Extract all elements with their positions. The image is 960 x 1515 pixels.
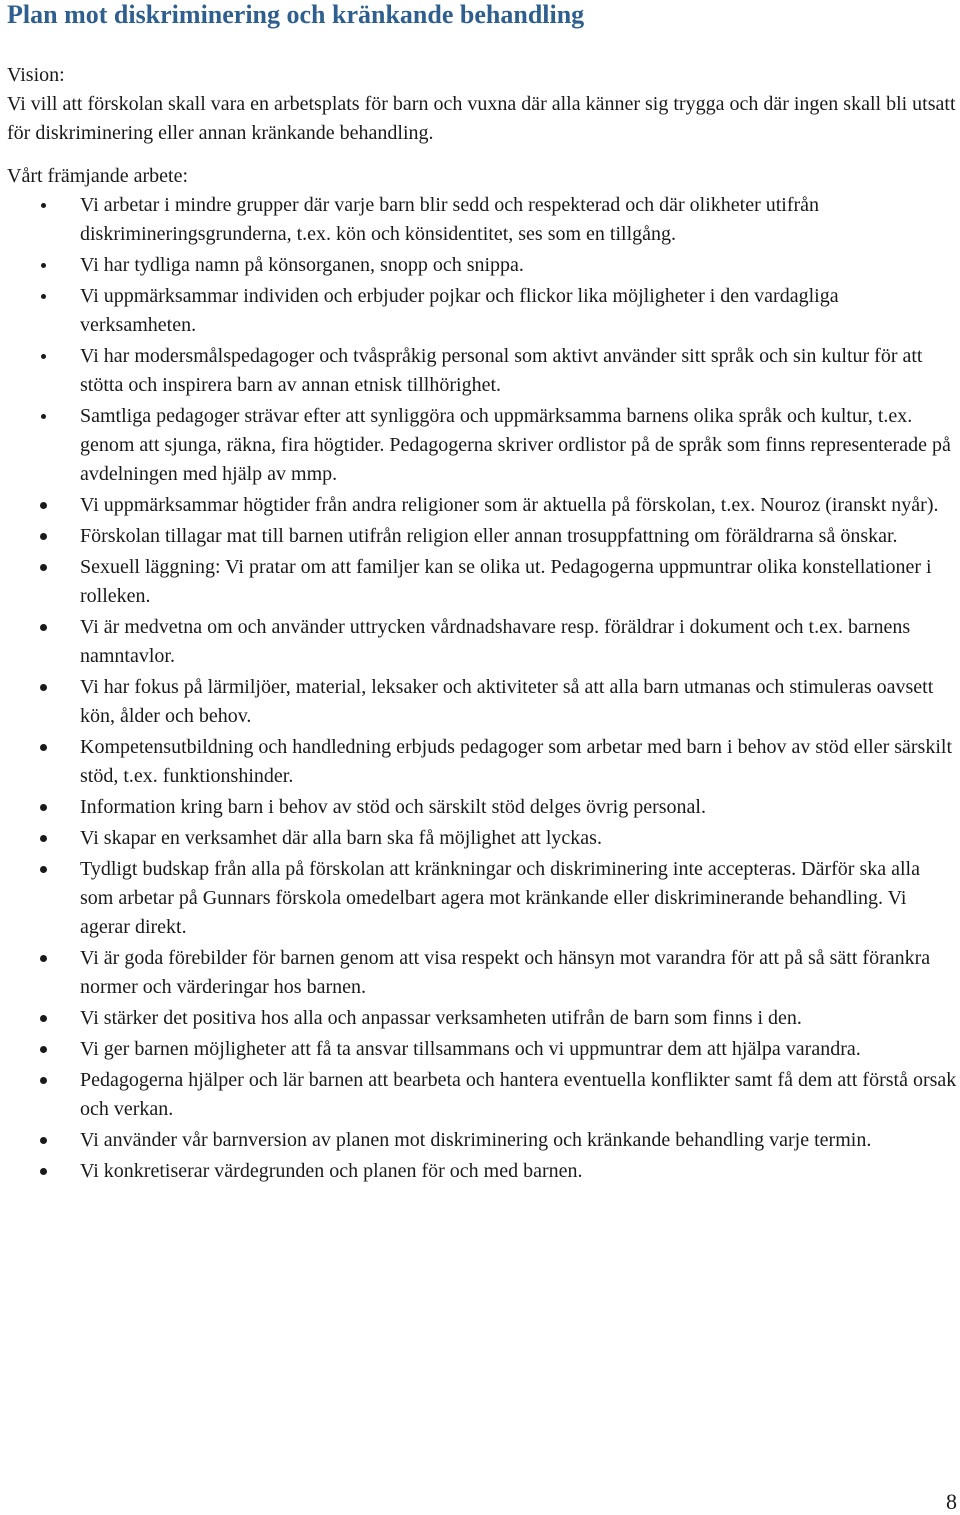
list-item — [7, 944, 957, 1002]
bullet-icon — [41, 294, 46, 299]
list-item-text: Vi har tydliga namn på könsorganen, snopp och snippa. — [80, 254, 524, 276]
list-item-text: Kompetensutbildning och handledning erbjuds pedagoger som arbetar med barn i behov av stöd eller särskilt stöd, t.ex. funktionshinder. — [80, 736, 953, 787]
list-item — [7, 491, 957, 520]
list-item-text: Tydligt budskap från alla på förskolan att kränkningar och diskriminering inte accepteras. Därför ska alla som arbetar på Gunnars förskola omedelbart agera mot kränkande eller diskriminerande behandling. Vi agerar direkt. — [80, 858, 920, 938]
list-item-text: Vi stärker det positiva hos alla och anpassar verksamheten utifrån de barn som finns i den. — [80, 1007, 802, 1029]
bullet-icon — [40, 1168, 47, 1175]
list-item-text: Pedagogerna hjälper och lär barnen att bearbeta och hantera eventuella konflikter samt få dem att förstå orsak och verkan. — [80, 1069, 957, 1120]
page-number: 8 — [946, 1489, 957, 1514]
list-item-text: Vi uppmärksammar högtider från andra religioner som är aktuella på förskolan, t.ex. Nouroz (iranskt nyår). — [80, 494, 939, 516]
promotion-label: Vårt främjande arbete: — [7, 165, 189, 187]
list-item-text: Vi ger barnen möjligheter att få ta ansvar tillsammans och vi uppmuntrar dem att hjälpa varandra. — [80, 1038, 861, 1060]
list-item — [7, 1035, 957, 1064]
bullet-icon — [41, 354, 46, 359]
bullet-icon — [40, 624, 47, 631]
bullet-icon — [41, 203, 46, 208]
bullet-icon — [40, 804, 47, 811]
list-item — [7, 733, 957, 791]
bullet-icon — [40, 533, 47, 540]
bullet-icon — [40, 1077, 47, 1084]
list-item — [7, 673, 957, 731]
list-item-text: Vi skapar en verksamhet där alla barn ska få möjlighet att lyckas. — [80, 827, 602, 849]
list-item — [7, 793, 957, 822]
promotion-list — [7, 191, 957, 1186]
bullet-icon — [40, 955, 47, 962]
list-item-text: Vi använder vår barnversion av planen mot diskriminering och kränkande behandling varje termin. — [80, 1129, 872, 1151]
bullet-icon — [40, 1046, 47, 1053]
bullet-icon — [40, 744, 47, 751]
bullet-icon — [40, 564, 47, 571]
list-item-text: Information kring barn i behov av stöd och särskilt stöd delges övrig personal. — [80, 796, 706, 818]
bullet-icon — [40, 684, 47, 691]
list-item-text: Förskolan tillagar mat till barnen utifrån religion eller annan trosuppfattning om föräldrarna så önskar. — [80, 525, 898, 547]
list-item — [7, 1126, 957, 1155]
bullet-icon — [40, 1137, 47, 1144]
bullet-icon — [40, 835, 47, 842]
list-item-text: Vi konkretiserar värdegrunden och planen för och med barnen. — [80, 1160, 583, 1182]
list-item — [7, 342, 957, 400]
document-page — [7, 0, 957, 1188]
list-item — [7, 553, 957, 611]
bullet-icon — [40, 866, 47, 873]
list-item-text: Samtliga pedagoger strävar efter att synliggöra och uppmärksamma barnens olika språk och kultur, t.ex. genom att sjunga, räkna, fira högtider. Pedagogerna skriver ordlistor på de språk som finns representerade på avdelningen med hjälp av mmp. — [80, 405, 951, 485]
bullet-icon — [41, 414, 46, 419]
list-item-text: Vi arbetar i mindre grupper där varje barn blir sedd och respekterad och där olikheter utifrån diskrimineringsgrunderna, t.ex. kön och könsidentitet, ses som en tillgång. — [80, 194, 820, 245]
list-item-text: Vi är medvetna om och använder uttrycken vårdnadshavare resp. föräldrar i dokument och t.ex. barnens namntavlor. — [80, 616, 911, 667]
bullet-icon — [41, 263, 46, 268]
list-item — [7, 282, 957, 340]
list-item — [7, 1157, 957, 1186]
page-title: Plan mot diskriminering och kränkande behandling — [7, 0, 585, 29]
vision-text: Vi vill att förskolan skall vara en arbetsplats för barn och vuxna där alla känner sig trygga och där ingen skall bli utsatt för diskriminering eller annan kränkande behandling. — [7, 93, 956, 144]
list-item — [7, 1066, 957, 1124]
list-item — [7, 613, 957, 671]
list-item-text: Vi har fokus på lärmiljöer, material, leksaker och aktiviteter så att alla barn utmanas och stimuleras oavsett kön, ålder och behov. — [80, 676, 934, 727]
list-item-text: Sexuell läggning: Vi pratar om att familjer kan se olika ut. Pedagogerna uppmuntrar olika konstellationer i rolleken. — [80, 556, 932, 607]
list-item — [7, 824, 957, 853]
list-item — [7, 522, 957, 551]
list-item — [7, 1004, 957, 1033]
list-item — [7, 402, 957, 489]
vision-label: Vision: — [7, 64, 65, 86]
list-item — [7, 191, 957, 249]
list-item-text: Vi är goda förebilder för barnen genom att visa respekt och hänsyn mot varandra för att på så sätt förankra normer och värderingar hos barnen. — [80, 947, 931, 998]
list-item — [7, 855, 957, 942]
bullet-icon — [40, 1015, 47, 1022]
list-item — [7, 251, 957, 280]
list-item-text: Vi har modersmålspedagoger och tvåspråkig personal som aktivt använder sitt språk och sin kultur för att stötta och inspirera barn av annan etnisk tillhörighet. — [80, 345, 923, 396]
bullet-icon — [40, 502, 47, 509]
list-item-text: Vi uppmärksammar individen och erbjuder pojkar och flickor lika möjligheter i den vardagliga verksamheten. — [80, 285, 839, 336]
